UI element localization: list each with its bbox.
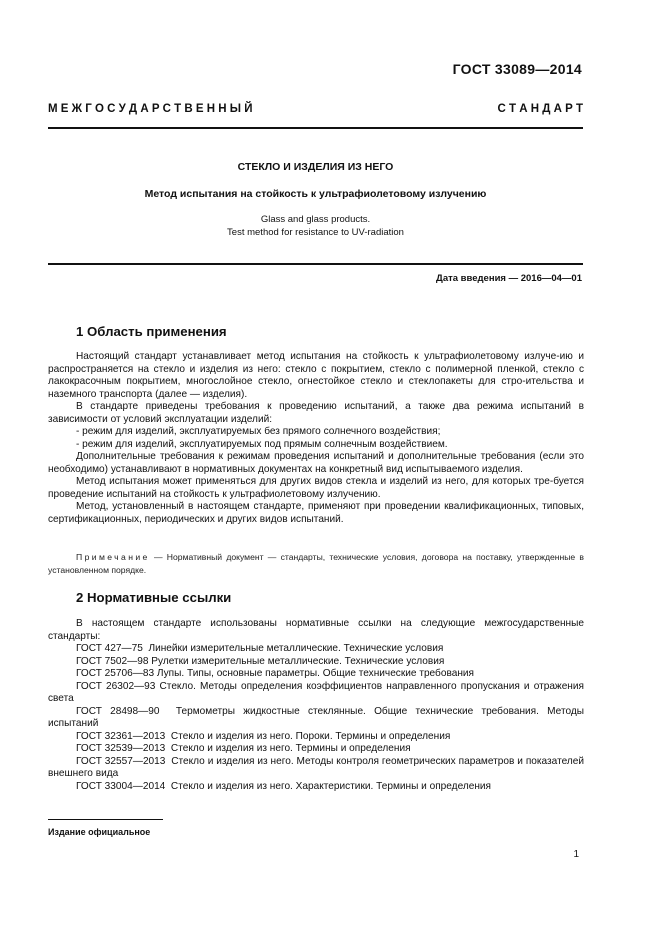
introduction-date: Дата введения — 2016—04—01 <box>436 273 582 284</box>
reference-item <box>48 706 584 731</box>
list-item: - режим для изделий, эксплуатируемых под прямым солнечным воздействием. <box>76 438 448 450</box>
note <box>48 551 584 576</box>
reference-item <box>48 756 584 781</box>
reference-code: ГОСТ 26302—93 <box>76 680 156 692</box>
banner-word-standard: С Т А Н Д А Р Т <box>497 103 583 115</box>
reference-title: Стекло и изделия из него. Пороки. Термины и определения <box>170 730 451 742</box>
top-divider <box>48 127 583 129</box>
section-1-paragraph: В стандарте приведены требования к проведению испытаний, а также два режима испытаний в зависимости от условий эксплуатации изделий: <box>48 401 584 425</box>
page-number: 1 <box>573 849 579 860</box>
reference-item <box>48 781 584 794</box>
note-label: Примечание <box>76 552 150 562</box>
english-title <box>48 214 583 239</box>
reference-item <box>48 643 584 656</box>
section-2-heading: 2 Нормативные ссылки <box>76 590 232 605</box>
reference-title: Стекло и изделия из него. Характеристики. Термины и определения <box>170 780 492 792</box>
reference-item <box>48 668 584 681</box>
reference-title: Рулетки измерительные металлические. Технические условия <box>151 655 445 667</box>
banner-word-interstate: М Е Ж Г О С У Д А Р С Т В Е Н Н Ы Й <box>48 103 253 115</box>
document-number: ГОСТ 33089—2014 <box>452 61 582 77</box>
reference-item <box>48 743 584 756</box>
reference-title: Стекло и изделия из него. Термины и определения <box>170 743 411 754</box>
reference-title: Линейки измерительные металлические. Технические условия <box>148 643 444 654</box>
reference-code: ГОСТ 28498—90 <box>76 705 160 717</box>
reference-title: Стекло. Методы определения коэффициентов направленного пропускания и отражения света <box>48 680 584 704</box>
list-item: - режим для изделий, эксплуатируемых без прямого солнечного воздействия; <box>76 426 441 437</box>
reference-code: ГОСТ 25706—83 <box>76 668 155 679</box>
section-1-paragraph: Настоящий стандарт устанавливает метод испытания на стойкость к ультрафиолетовому излуче-ию и распространяется на стекло и изделия из него: стекло с покрытием, стекло с полимерной пленкой, стекло с лакокрасочным покрытием, многослойное стекло, огнестойкое стекло и стеклопакеты для стро-ительства и наземного транспорта (далее — изделия). <box>48 351 584 400</box>
document-title: СТЕКЛО И ИЗДЕЛИЯ ИЗ НЕГО <box>237 161 394 173</box>
section-1-heading: 1 Область применения <box>76 324 227 339</box>
reference-title: Стекло и изделия из него. Методы контроля геометрических параметров и показателей внешнего вида <box>48 755 584 779</box>
reference-code: ГОСТ 32557—2013 <box>76 755 166 767</box>
section-1-paragraph: Метод испытания может применяться для других видов стекла и изделий из него, для которых тре-буется проведение испытаний на стойкость к ультрафиолетовому излучению. <box>48 476 584 500</box>
english-title-line-2: Test method for resistance to UV-radiation <box>227 226 404 238</box>
reference-title: Лупы. Типы, основные параметры. Общие технические требования <box>156 668 474 679</box>
title-divider <box>48 263 583 265</box>
footer-divider <box>48 819 163 820</box>
section-1-body <box>48 351 584 526</box>
reference-item <box>48 681 584 706</box>
document-subtitle: Метод испытания на стойкость к ультрафиолетовому излучению <box>144 188 487 200</box>
reference-item <box>48 731 584 744</box>
section-2-body <box>48 618 584 793</box>
section-1-paragraph: Метод, установленный в настоящем стандарте, применяют при проведении квалификационных, типовых, сертификационных, периодических и других видов испытаний. <box>48 501 584 525</box>
note-text: — Нормативный документ — стандарты, технические условия, договора на поставку, утвержденные в установленном порядке. <box>48 552 584 575</box>
standard-banner <box>48 103 583 115</box>
section-1-paragraph: Дополнительные требования к режимам проведения испытаний и дополнительные требования (если это необходимо) устанавливают в нормативных документах на конкретный вид испытываемого изделия. <box>48 451 584 475</box>
reference-code: ГОСТ 32361—2013 <box>76 730 166 742</box>
section-2-intro: В настоящем стандарте использованы нормативные ссылки на следующие межгосударственные стандарты: <box>48 618 584 642</box>
reference-code: ГОСТ 33004—2014 <box>76 780 166 792</box>
edition-label: Издание официальное <box>48 827 151 837</box>
english-title-line-1: Glass and glass products. <box>260 214 371 225</box>
reference-title: Термометры жидкостные стеклянные. Общие технические требования. Методы испытаний <box>48 705 584 729</box>
reference-item <box>48 656 584 669</box>
reference-code: ГОСТ 7502—98 <box>76 655 149 667</box>
reference-code: ГОСТ 32539—2013 <box>76 743 166 754</box>
reference-code: ГОСТ 427—75 <box>76 643 143 654</box>
